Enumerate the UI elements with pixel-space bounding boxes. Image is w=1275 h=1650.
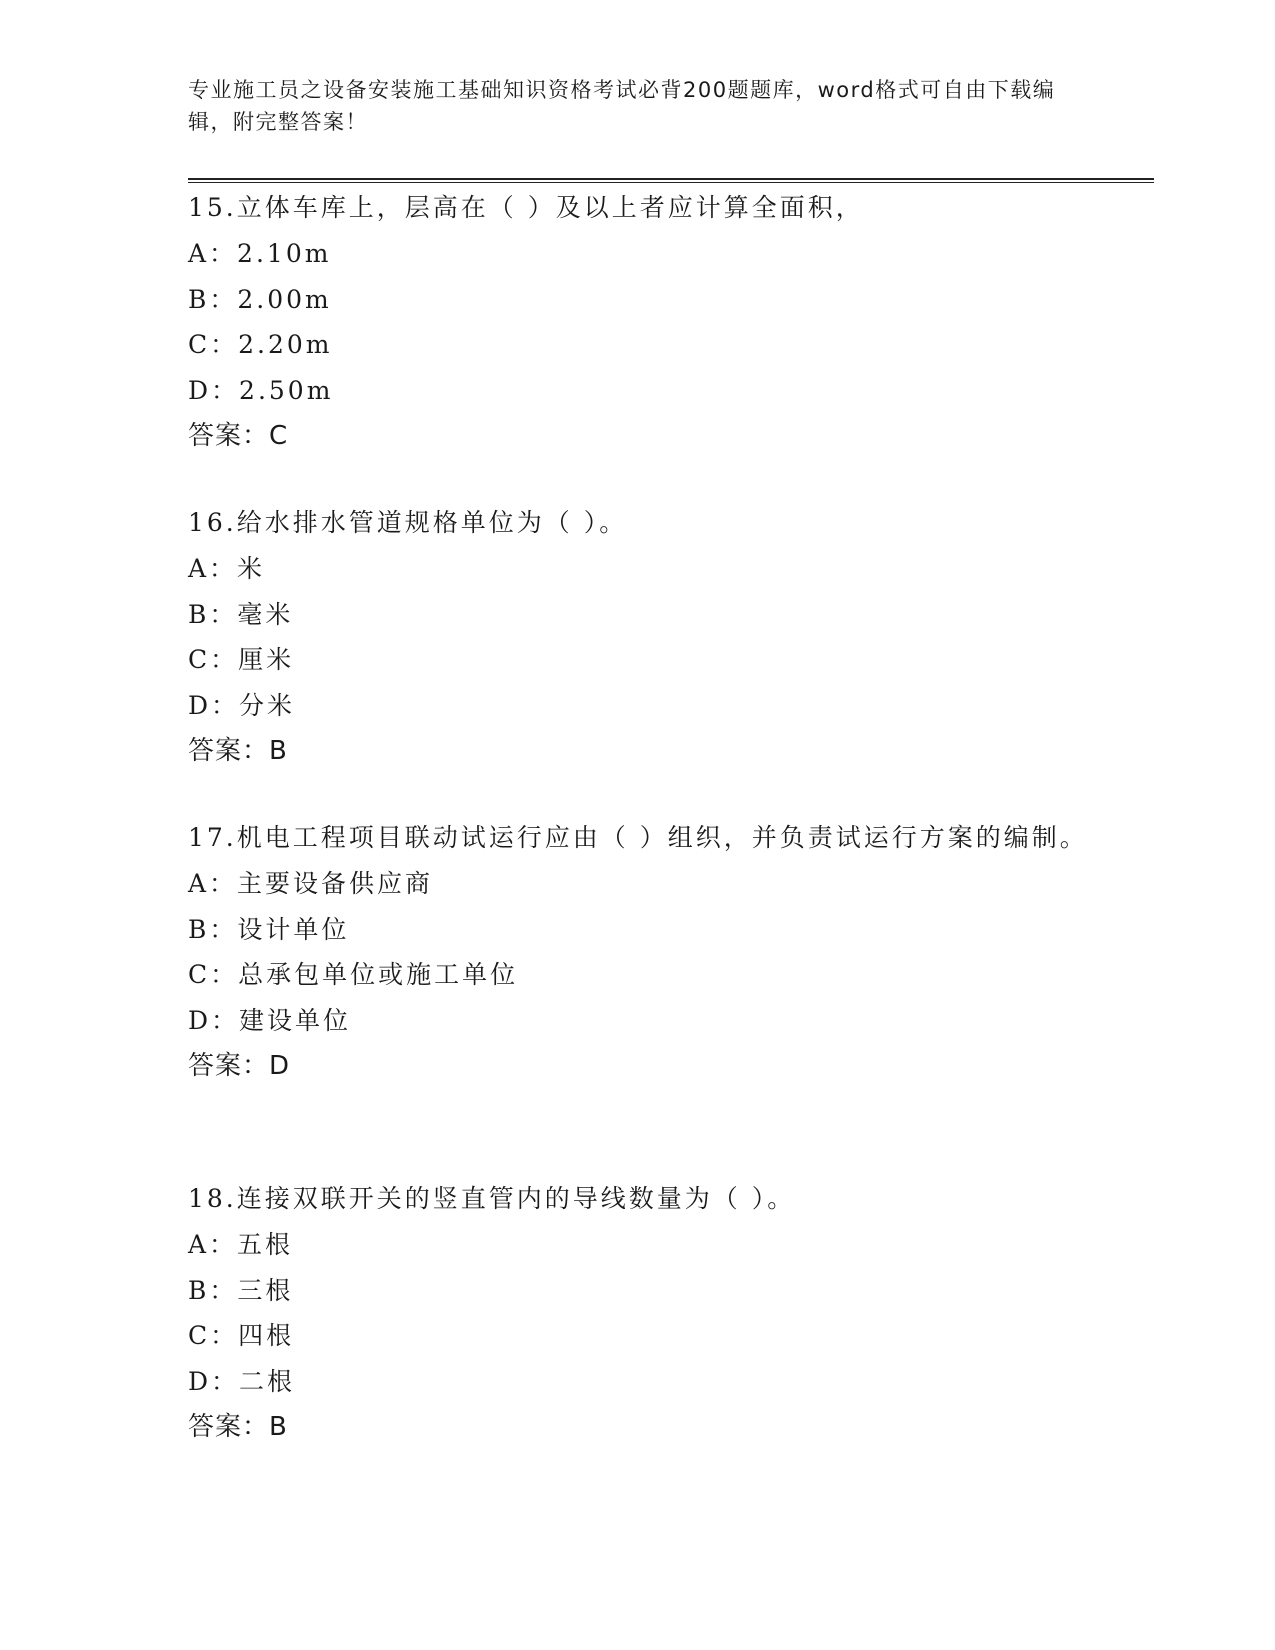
option-c: C：厘米	[188, 645, 295, 674]
option-c: C：总承包单位或施工单位	[188, 960, 519, 989]
question-16	[188, 499, 1088, 774]
question-stem: 15.立体车库上，层高在（ ）及以上者应计算全面积，	[188, 193, 864, 222]
option-a: A：2.10m	[188, 239, 332, 268]
option-c: C：四根	[188, 1321, 295, 1350]
document-header: 专业施工员之设备安装施工基础知识资格考试必背200题题库，word格式可自由下载编辑，附完整答案！	[188, 78, 1056, 134]
answer-text: 答案：B	[188, 1412, 288, 1442]
question-stem: 17.机电工程项目联动试运行应由（ ）组织，并负责试运行方案的编制。	[188, 823, 1088, 852]
header-divider-thin	[188, 182, 1154, 183]
option-c: C：2.20m	[188, 330, 333, 359]
option-a: A：主要设备供应商	[188, 869, 434, 898]
option-d: D：2.50m	[188, 375, 334, 405]
answer-text: 答案：C	[188, 421, 289, 451]
option-b: B：设计单位	[188, 914, 350, 944]
option-b: B：毫米	[188, 599, 294, 629]
option-d: D：分米	[188, 690, 296, 720]
question-stem: 16.给水排水管道规格单位为（ ）。	[188, 508, 628, 537]
question-stem: 18.连接双联开关的竖直管内的导线数量为（ ）。	[188, 1184, 796, 1213]
question-18	[188, 1175, 1088, 1450]
option-a: A：米	[188, 554, 266, 583]
header-divider-thick	[188, 178, 1154, 180]
question-17	[188, 814, 1088, 1089]
answer-text: 答案：D	[188, 1051, 291, 1081]
option-d: D：建设单位	[188, 1005, 352, 1035]
option-b: B：2.00m	[188, 284, 332, 314]
answer-text: 答案：B	[188, 736, 288, 766]
option-b: B：三根	[188, 1275, 294, 1305]
option-a: A：五根	[188, 1230, 294, 1259]
question-15	[188, 184, 1088, 459]
option-d: D：二根	[188, 1366, 296, 1396]
